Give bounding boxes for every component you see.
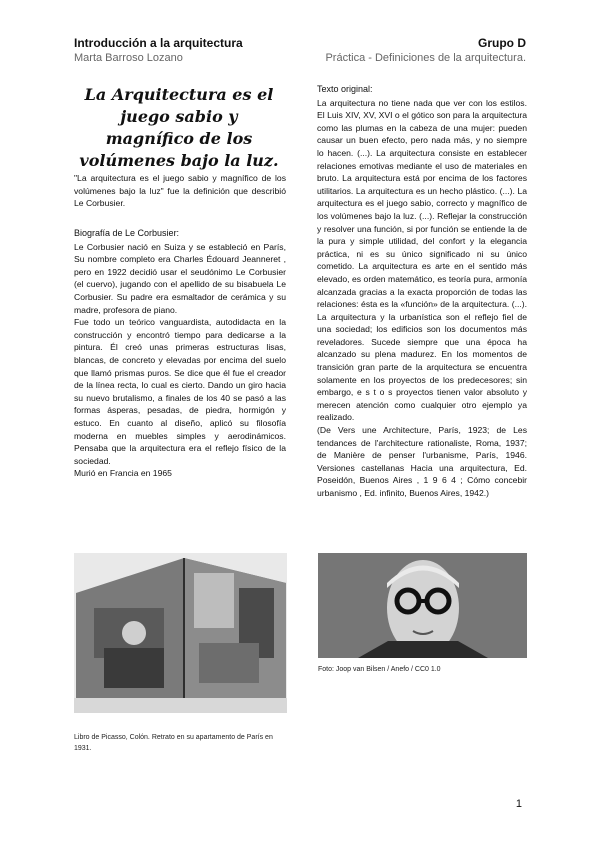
biography-paragraph: Le Corbusier nació en Suiza y se estableció en París, Su nombre completo era Charles Édouard Jeanneret , pero en 1922 decidió usar el seudónimo Le Corbusier (el cuervo), jugando con el apellido de su bisabuela Le Corbusier. Su padre era esmaltador de cerámica y su madre, profesora de piano. <box>74 241 286 315</box>
original-text-paragraph: La arquitectura no tiene nada que ver con los estilos. El Luis XIV, XV, XVI o el gótico son para la arquitectura como las plumas en la cabeza de una mujer: pueden causar un buen efecto, pero nada más, y no siempre lo hacen. (...). La arquitectura consiste en establecer relaciones emotivas mediante el uso de materiales en bruto. La arquitectura está por encima de los factores utilitarios. La arquitectura es un hecho plástico. (...). La arquitectura es el juego sabio, correcto y magnífico de los volúmenes bajo la luz. (...). Reflejar la construcción y resolver una función, si por función se entiende la de la pura y simple utilidad, del confort y la elegancia práctica, ni es su único significado ni su único cometido. La arquitectura es arte en el sentido más elevado, es orden matemático, es teoría pura, armonía alcanzada gracias a la exacta proporción de todas las relaciones: ésta es la «función» de la arquitectura. (...). La arquitectura y la urbanística son el reflejo fiel de una sociedad; los edificios son los documentos más reveladores. Sucede siempre que una época ha alcanzado su plena madurez. En los momentos de transición gran parte de la arquitectura se encuentra solamente en los proyectos de los predecesores; sin embargo, e s t o s proyectos tienen valor absoluto y merecen atención como cualquier otro ejemplo ya realizado. <box>317 97 527 423</box>
author-name: Marta Barroso Lozano <box>74 52 183 64</box>
practice-subtitle: Práctica - Definiciones de la arquitectura. <box>325 52 526 64</box>
group-label: Grupo D <box>478 36 526 50</box>
biography-section <box>74 227 286 480</box>
document-title: Introducción a la arquitectura <box>74 36 243 50</box>
lead-paragraph: "La arquitectura es el juego sabio y magnífico de los volúmenes bajo la luz" fue la definición que describió Le Corbusier. <box>74 173 286 209</box>
book-photo <box>74 553 287 713</box>
quote-heading: La Arquitectura es el juego sabio y magnífico de los volúmenes bajo la luz. <box>79 85 279 170</box>
page-number: 1 <box>515 798 522 810</box>
original-text-heading: Texto original: <box>317 84 373 94</box>
book-photo-illustration <box>74 553 287 713</box>
biography-paragraph: Fue todo un teórico vanguardista, autodidacta en la construcción y encontró tiempo para dedicarse a la pintura. Él creó unas primeras estructuras lisas, blancas, de concreto y elevadas por encima del suelo que llamó prismas puros. Se dice que él fue el creador de la línea recta, lo cual es cierto. Dando un giro hacia su nuevo brutalismo, a finales de los 40 se pasó a las formas ásperas, pesadas, de piedra, hormigón y estuco. En cuanto al diseño, aplicó su filosofía moderna en muebles simples y aerodinámicos. Pensaba que la arquitectura era el reflejo físico de la sociedad. <box>74 317 286 466</box>
book-photo-caption: Libro de Picasso, Colón. Retrato en su apartamento de París en 1931. <box>74 734 273 752</box>
portrait-illustration <box>318 553 527 658</box>
biography-heading: Biografía de Le Corbusier: <box>74 228 180 238</box>
original-text-citation: (De Vers une Architecture, París, 1923; de Les tendances de l'architecture rationaliste, Roma, 1937; de Manière de penser l'urbanisme, París, 1946. Versiones castellanas Hacia una arquitectura, Ed. Poseidón, Buenos Aires , 1 9 6 4 ; Cómo concebir urbanismo , Ed. infinito, Buenos Aires, 1942.) <box>317 425 527 498</box>
portrait-photo-caption: Foto: Joop van Bilsen / Anefo / CC0 1.0 <box>318 666 441 673</box>
original-text-section <box>317 83 527 500</box>
biography-paragraph: Murió en Francia en 1965 <box>74 468 172 479</box>
portrait-photo <box>318 553 527 658</box>
